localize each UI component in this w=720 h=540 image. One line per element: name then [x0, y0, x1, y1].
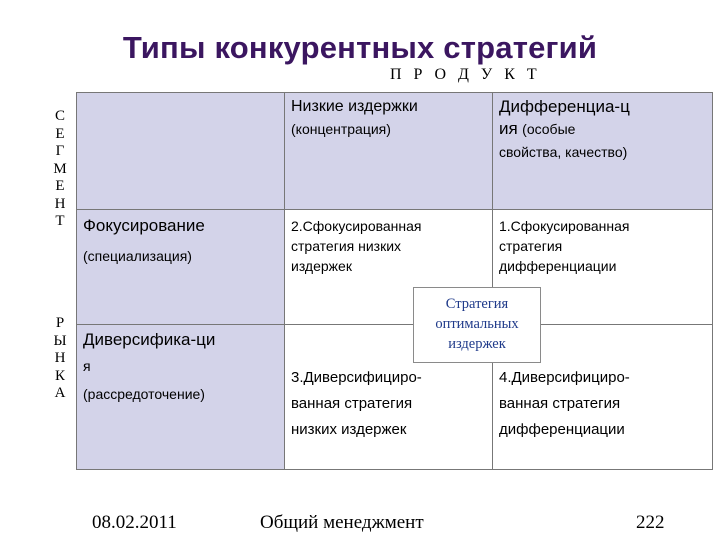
market-letter: А	[54, 385, 66, 401]
cell-text: дифференциации	[499, 421, 625, 438]
row-focusing	[77, 210, 713, 325]
header-differentiation	[493, 93, 713, 210]
market-axis-label	[50, 315, 70, 403]
header-diff-title-cont: ия	[499, 119, 518, 138]
header-diff-subtitle-cont: свойства, качество)	[499, 144, 628, 160]
strategy-matrix	[76, 92, 713, 470]
overlay-line: Стратегия	[445, 296, 509, 312]
header-row	[77, 93, 713, 210]
header-low-cost	[285, 93, 493, 210]
overlay-line: издержек	[448, 336, 506, 352]
row-diversification-subtitle: (рассредоточение)	[83, 386, 205, 402]
slide-title: Типы конкурентных стратегий	[122, 30, 598, 65]
segment-axis-label	[50, 108, 70, 231]
row-diversification-title-cont: я	[83, 358, 91, 374]
cell-text: издержек	[291, 258, 352, 274]
segment-letter: М	[53, 160, 67, 177]
header-low-cost-subtitle: (концентрация)	[291, 121, 391, 137]
header-diff-title: Дифференциа-ц	[499, 97, 630, 116]
segment-letter: С	[54, 108, 65, 124]
segment-letter: Н	[54, 195, 66, 212]
segment-letter: Е	[55, 125, 65, 142]
market-letter: Ы	[53, 332, 67, 349]
optimal-cost-strategy-box	[413, 287, 541, 363]
cell-text: 3.Диверсифициро-	[291, 369, 422, 386]
cell-text: стратегия	[499, 238, 563, 254]
market-letter: Р	[55, 315, 65, 331]
footer-date: 08.02.2011	[92, 512, 177, 533]
cell-text: дифференциации	[499, 258, 617, 274]
row-diversification-label	[77, 325, 285, 470]
footer-page-number: 222	[636, 512, 665, 533]
cell-text: 2.Сфокусированная	[291, 218, 422, 234]
footer-course: Общий менеджмент	[260, 512, 424, 533]
market-letter: К	[54, 367, 65, 384]
cell-text: ванная стратегия	[499, 395, 621, 412]
header-diff-subtitle: (особые	[522, 121, 576, 137]
market-letter: Н	[54, 350, 66, 366]
cell-text: низких издержек	[291, 421, 407, 438]
row-diversification	[77, 325, 713, 470]
segment-letter: Т	[55, 213, 65, 229]
row-focusing-subtitle: (специализация)	[83, 248, 192, 264]
segment-letter: Г	[55, 143, 65, 159]
cell-text: 4.Диверсифициро-	[499, 369, 630, 386]
product-axis-label: П Р О Д У К Т	[390, 66, 541, 83]
row-diversification-title: Диверсифика-ци	[83, 330, 216, 349]
segment-letter: Е	[55, 178, 65, 194]
cell-text: ванная стратегия	[291, 395, 413, 412]
header-low-cost-title: Низкие издержки	[291, 98, 418, 115]
row-focusing-label	[77, 210, 285, 325]
cell-text: 1.Сфокусированная	[499, 218, 630, 234]
cell-text: стратегия низких	[291, 238, 402, 254]
overlay-line: оптимальных	[435, 316, 519, 332]
empty-corner-cell	[77, 93, 285, 210]
row-focusing-title: Фокусирование	[83, 216, 205, 235]
